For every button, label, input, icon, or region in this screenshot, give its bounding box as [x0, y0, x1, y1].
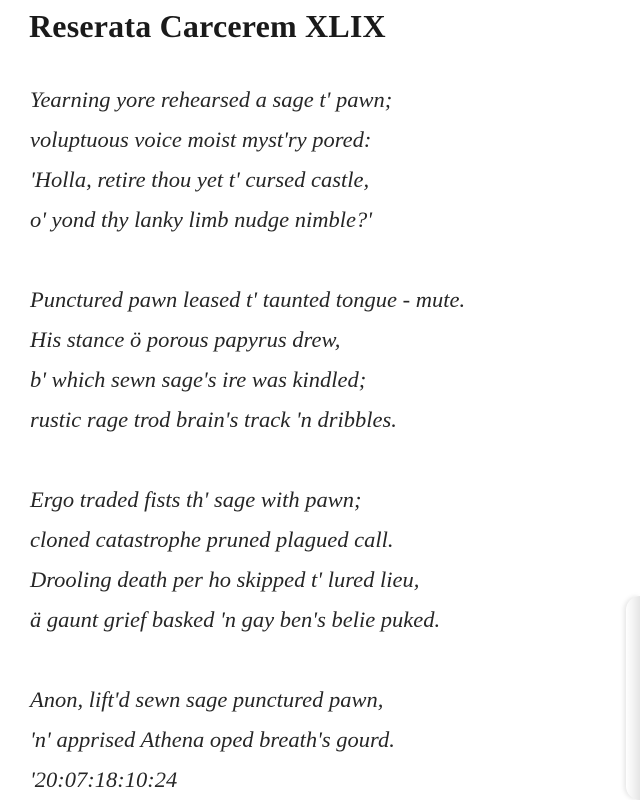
poem-title: Reserata Carcerem XLIX — [29, 8, 386, 44]
scroll-edge-handle[interactable] — [626, 596, 640, 800]
poem-line: Yearning yore rehearsed a sage t' pawn; — [30, 87, 393, 112]
poem-line: b' which sewn sage's ire was kindled; — [30, 367, 367, 392]
poem-line: Ergo traded fists th' sage with pawn; — [30, 487, 362, 512]
poem-line: rustic rage trod brain's track 'n dribbles. — [30, 407, 397, 432]
poem-body — [30, 80, 620, 800]
poem-line: voluptuous voice moist myst'ry pored: — [30, 127, 372, 152]
poem-line: cloned catastrophe pruned plagued call. — [30, 527, 394, 552]
poem-line: Punctured pawn leased t' taunted tongue - mute. — [30, 287, 466, 312]
poem-line: 'n' apprised Athena oped breath's gourd. — [30, 727, 395, 752]
poem-line: 'Holla, retire thou yet t' cursed castle, — [30, 167, 370, 192]
poem-line: o' yond thy lanky limb nudge nimble?' — [30, 207, 373, 232]
poem-line: Drooling death per ho skipped t' lured lieu, — [30, 567, 420, 592]
poem-line: '20:07:18:10:24 — [30, 767, 178, 792]
stanza-4 — [30, 680, 620, 800]
poem-line: ä gaunt grief basked 'n gay ben's belie puked. — [30, 607, 441, 632]
poem-line: Anon, lift'd sewn sage punctured pawn, — [30, 687, 384, 712]
stanza-1 — [30, 80, 620, 240]
stanza-3 — [30, 480, 620, 640]
poem-line: His stance ö porous papyrus drew, — [30, 327, 341, 352]
stanza-2 — [30, 280, 620, 440]
